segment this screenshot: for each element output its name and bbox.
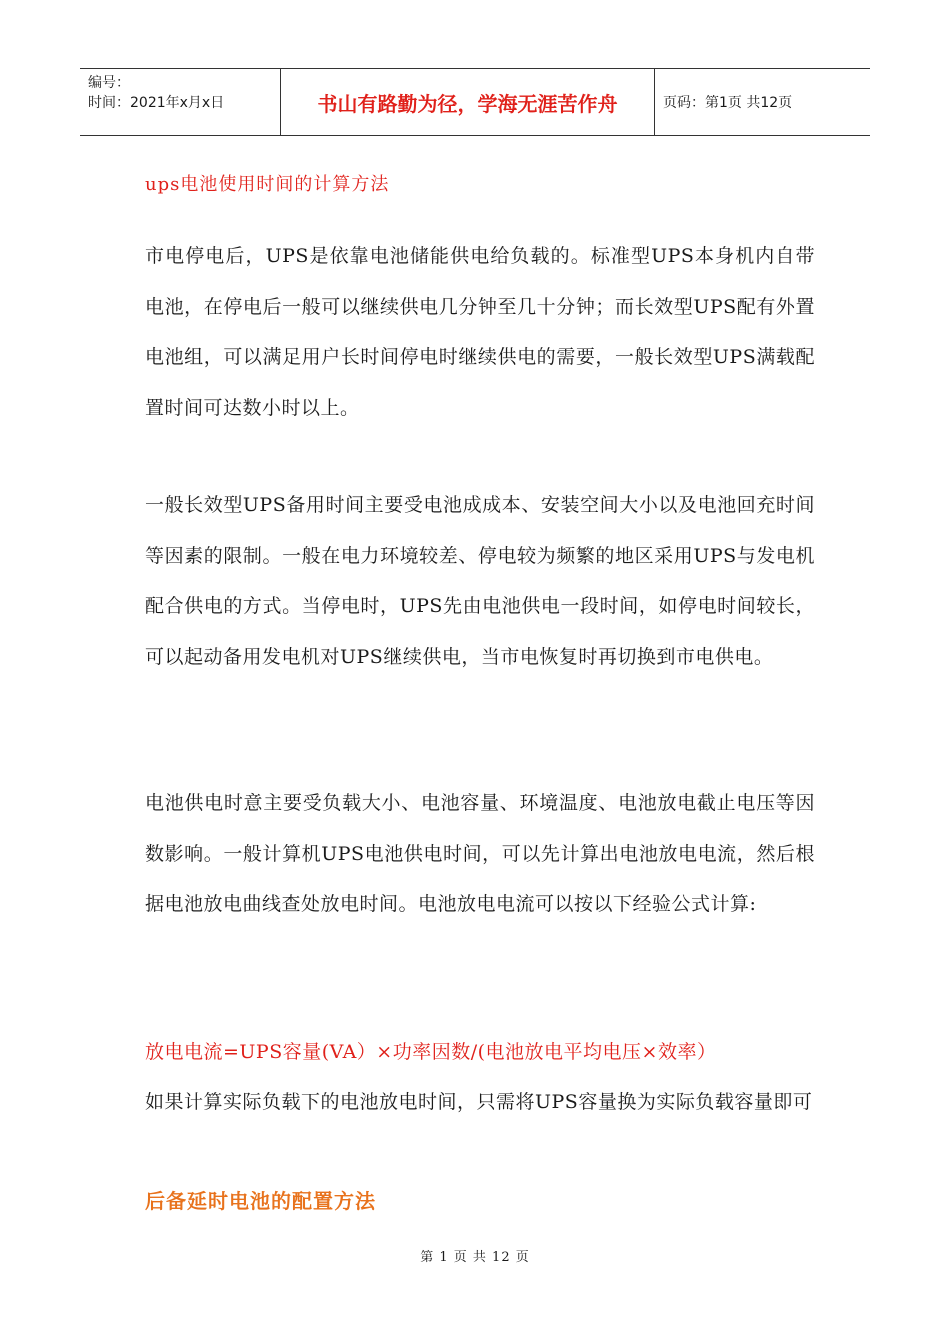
header-meta xyxy=(80,69,281,135)
header-motto: 书山有路勤为径，学海无涯苦作舟 xyxy=(281,69,655,135)
header-page-info: 页码：第1页 共12页 xyxy=(663,95,793,111)
paragraph-3: 电池供电时意主要受负载大小、电池容量、环境温度、电池放电截止电压等因数影响。一般计算机UPS电池供电时间，可以先计算出电池放电电流，然后根据电池放电曲线查处放电时间。电池放电电流可以按以下经验公式计算: xyxy=(145,792,815,915)
paragraph-2: 一般长效型UPS备用时间主要受电池成成本、安装空间大小以及电池回充时间等因素的限制。一般在电力环境较差、停电较为频繁的地区采用UPS与发电机配合供电的方式。当停电时，UPS先由电池供电一段时间，如停电时间较长，可以起动备用发电机对UPS继续供电，当市电恢复时再切换到市电供电。 xyxy=(145,494,815,668)
discharge-current-formula: 放电电流=UPS容量(VA）×功率因数/(电池放电平均电压×效率） xyxy=(145,1041,717,1063)
page-header xyxy=(80,68,870,136)
document-title: ups电池使用时间的计算方法 xyxy=(145,174,390,195)
section-heading: 后备延时电池的配置方法 xyxy=(145,1189,376,1213)
document-date: 时间：2021年x月x日 xyxy=(88,95,225,111)
page-footer: 第 1 页 共 12 页 xyxy=(420,1250,530,1265)
paragraph-1: 市电停电后，UPS是依靠电池储能供电给负载的。标准型UPS本身机内自带电池，在停电后一般可以继续供电几分钟至几十分钟；而长效型UPS配有外置电池组，可以满足用户长时间停电时继续供电的需要，一般长效型UPS满载配置时间可达数小时以上。 xyxy=(145,245,815,419)
formula-note: 如果计算实际负载下的电池放电时间，只需将UPS容量换为实际负载容量即可 xyxy=(145,1091,813,1113)
document-number-label: 编号： xyxy=(88,75,130,91)
